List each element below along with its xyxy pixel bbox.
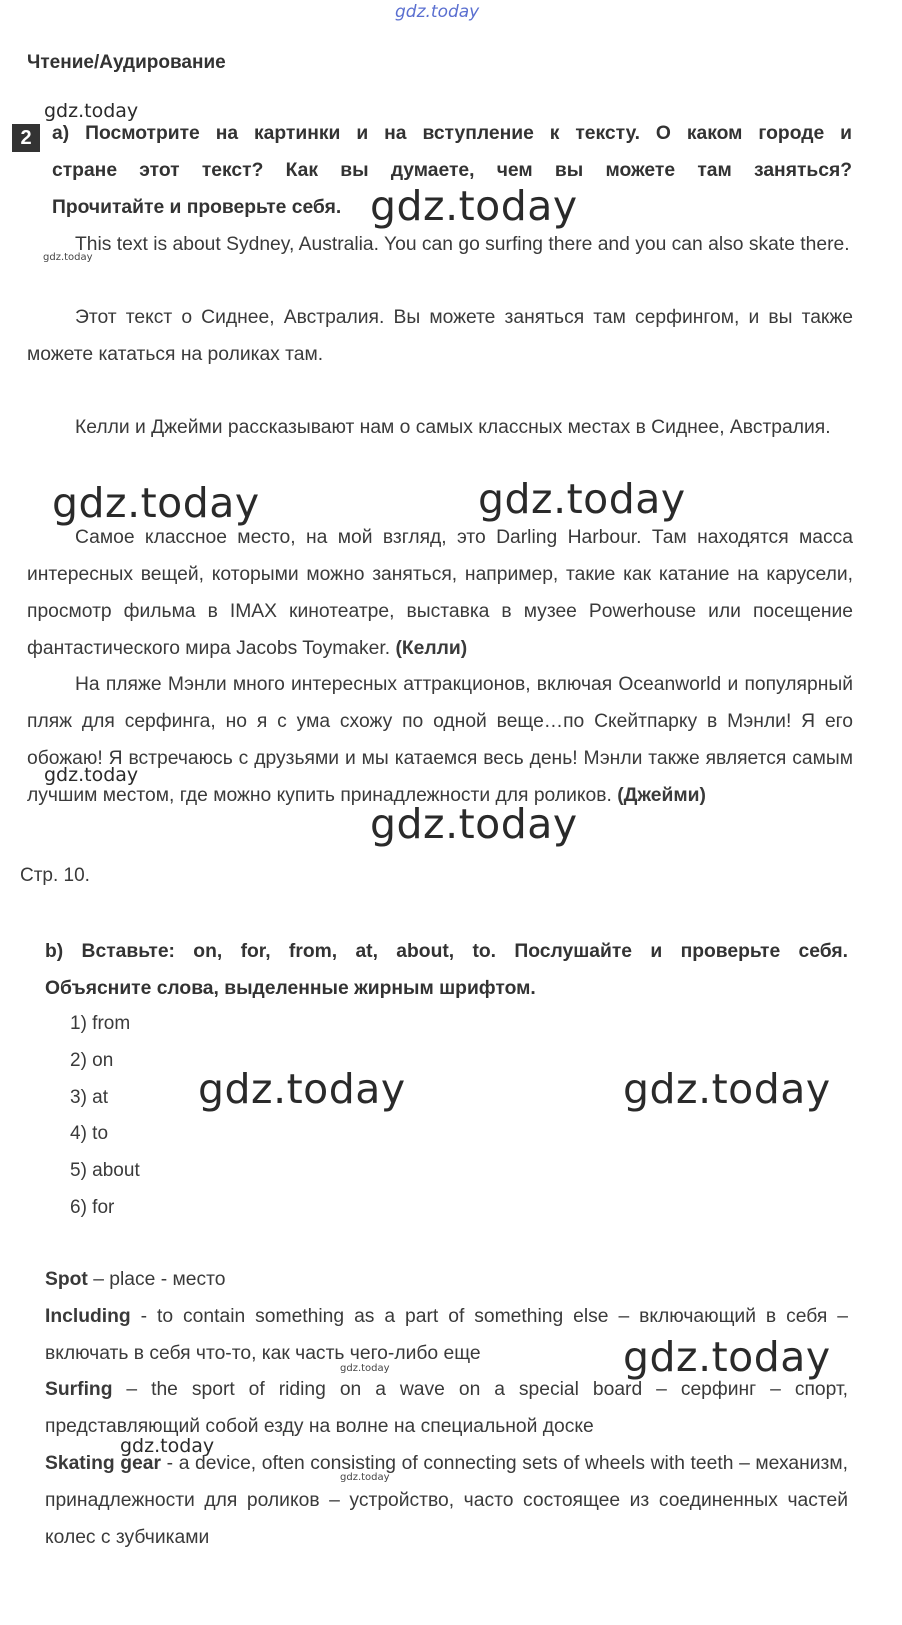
watermark: gdz.today — [43, 252, 93, 263]
vocab-entry — [45, 1299, 848, 1373]
watermark: gdz.today — [370, 800, 578, 848]
vocab-definition: – the sport of riding on a wave on a special board – серфинг – спорт, представляющий собой езду на волне на специальной доске — [45, 1379, 848, 1438]
watermark: gdz.today — [340, 1472, 390, 1483]
vocab-definition: - to contain something as a part of something else – включающий в себя – включать в себя что-то, как часть чего-либо еще — [45, 1305, 848, 1364]
task-a-line: a) Посмотрите на картинки и на вступление к тексту. О каком городе и — [52, 123, 852, 144]
page-reference: Стр. 10. — [20, 865, 90, 886]
vocab-definition: – place - место — [87, 1269, 226, 1290]
watermark: gdz.today — [198, 1065, 406, 1113]
vocab-definition: - a device, often consisting of connecting sets of wheels with teeth – механизм, принадлежности для роликов – устройство, часто состоящее из соединенных частей колес с зубчиками — [45, 1452, 848, 1548]
task-b-line: b) Вставьте: on, for, from, at, about, to. Послушайте и проверьте себя. — [45, 941, 848, 962]
translation-jamie — [27, 666, 853, 814]
task-b-instruction — [45, 933, 848, 1007]
list-item: 1) from — [70, 1013, 131, 1034]
vocab-term: Skating gear — [45, 1452, 162, 1474]
exercise-number-badge: 2 — [12, 124, 40, 152]
vocab-term: Including — [45, 1305, 131, 1327]
watermark: gdz.today — [478, 475, 686, 523]
watermark: gdz.today — [370, 182, 578, 230]
kelly-author: (Келли) — [395, 638, 468, 659]
answer-russian: Этот текст о Сиднее, Австралия. Вы можете заняться там серфингом, и вы также можете кататься на роликах там. — [27, 307, 853, 365]
task-a-instruction — [52, 115, 852, 226]
watermark: gdz.today — [52, 479, 260, 527]
answer-english: This text is about Sydney, Australia. You can go surfing there and you can also skate there. — [75, 234, 850, 255]
watermark: gdz.today — [623, 1333, 831, 1381]
task-a-line: Прочитайте и проверьте себя. — [52, 197, 342, 218]
jamie-author: (Джейми) — [617, 785, 706, 806]
watermark: gdz.today — [44, 100, 139, 122]
translation-intro: Келли и Джейми рассказывают нам о самых классных местах в Сиднее, Австралия. — [75, 417, 831, 438]
vocab-entry — [45, 1262, 848, 1299]
watermark: gdz.today — [340, 1363, 390, 1374]
vocab-term: Spot — [45, 1269, 88, 1290]
task-a-line: стране этот текст? Как вы думаете, чем вы можете там заняться? — [52, 160, 852, 181]
list-item: 6) for — [70, 1196, 115, 1218]
section-heading: Чтение/Аудирование — [27, 52, 226, 73]
kelly-text: Самое классное место, на мой взгляд, это Darling Harbour. Там находятся масса интересных вещей, которыми можно заняться, например, такие как катание на карусели, просмотр фильма в IMAX кинотеатре, выставка в музее Powerhouse или посещение фантастического мира Jacobs Toymaker. — [27, 527, 853, 659]
vocab-entry — [45, 1372, 848, 1446]
watermark: gdz.today — [120, 1435, 215, 1457]
list-item: 2) on — [70, 1049, 114, 1071]
answers-list — [70, 1006, 140, 1227]
vocab-entry — [45, 1446, 848, 1556]
list-item: 3) at — [70, 1086, 109, 1108]
vocab-term: Surfing — [45, 1379, 113, 1401]
watermark: gdz.today — [623, 1065, 831, 1113]
list-item: 4) to — [70, 1123, 109, 1145]
list-item: 5) about — [70, 1160, 140, 1182]
vocabulary-list — [45, 1262, 848, 1556]
watermark: gdz.today — [395, 2, 480, 22]
task-b-line: Объясните слова, выделенные жирным шрифтом. — [45, 978, 536, 999]
watermark: gdz.today — [44, 764, 139, 786]
jamie-text: На пляже Мэнли много интересных аттракционов, включая Oceanworld и популярный пляж для серфинга, но я с ума схожу по одной веще…по Скейтпарку в Мэнли! Я его обожаю! Я встречаюсь с друзьями и мы катаемся весь день! Мэнли также является самым лучшим местом, где можно купить принадлежности для роликов. — [27, 674, 853, 806]
translation-kelly — [27, 519, 853, 667]
